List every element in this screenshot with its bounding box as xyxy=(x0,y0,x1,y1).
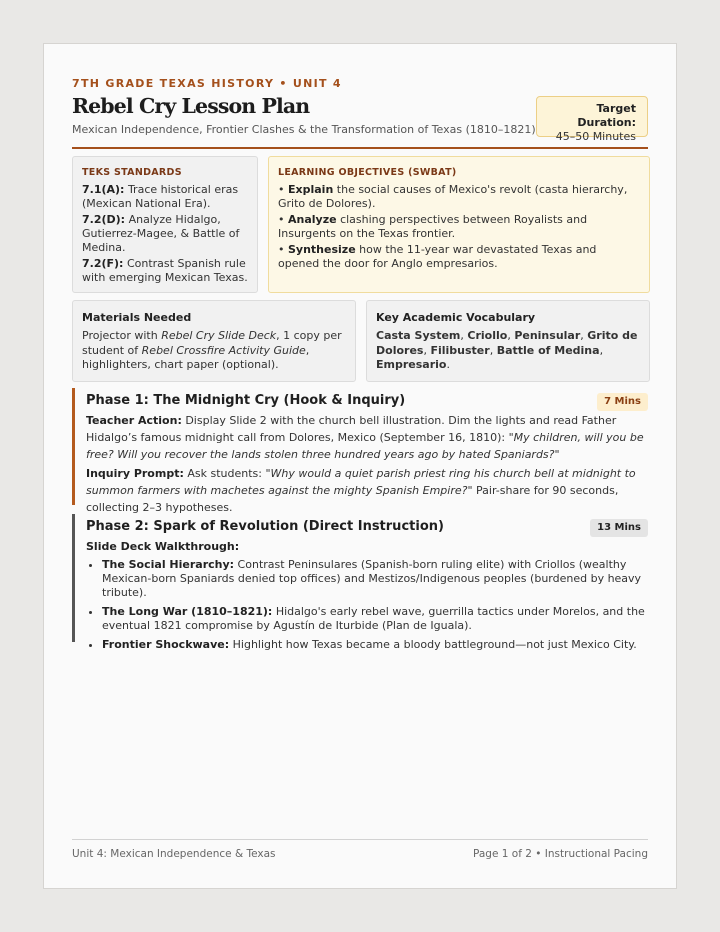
vocab-term: Filibuster xyxy=(430,343,490,357)
teacher-action xyxy=(86,412,648,463)
objective-verb: Explain xyxy=(288,183,334,196)
objectives-heading: LEARNING OBJECTIVES (SWBAT) xyxy=(278,167,457,178)
inquiry-question: Why would a quiet parish priest ring his church bell at midnight to summon farmers with machetes against the mighty Spanish Empire? xyxy=(86,467,636,497)
page-subtitle: Mexican Independence, Frontier Clashes & the Transformation of Texas (1810–1821) xyxy=(72,123,536,136)
teks-item xyxy=(82,257,248,285)
vocab-sep: , xyxy=(489,343,497,357)
vocab-sep: , xyxy=(507,329,515,342)
duration-value: 45–50 Minutes xyxy=(555,130,636,143)
quote-close: " xyxy=(554,448,560,461)
header-divider xyxy=(72,147,648,149)
slide-walkthrough-heading: Slide Deck Walkthrough: xyxy=(86,540,240,553)
list-item-text: Hidalgo's early rebel wave, guerrilla tactics under Morelos, and the eventual 1821 compromise by Agustín de Iturbide (Plan de Iguala). xyxy=(102,605,645,632)
teks-code: 7.1(A): xyxy=(82,183,125,196)
vocab-term: Peninsular xyxy=(514,329,581,342)
objective-verb: Synthesize xyxy=(288,243,356,256)
slide-deck-title: Rebel Cry Slide Deck xyxy=(161,329,277,342)
phase-1-title: Phase 1: The Midnight Cry (Hook & Inquiry) xyxy=(86,393,406,408)
list-item-label: The Long War (1810–1821): xyxy=(102,605,273,618)
vocabulary-terms xyxy=(376,329,640,373)
teks-text: Trace historical eras (Mexican National Era). xyxy=(82,183,239,210)
list-item xyxy=(102,638,648,652)
inquiry-prompt-label: Inquiry Prompt: xyxy=(86,467,184,480)
teks-heading: TEKS STANDARDS xyxy=(82,167,182,178)
walkthrough-list xyxy=(86,558,648,652)
lesson-plan-page xyxy=(43,43,677,889)
materials-part: , highlighters, chart paper (optional). xyxy=(82,343,310,371)
teacher-action-text: Display Slide 2 with the church bell illustration. Dim the lights and read Father Hidalgo’s famous midnight call from Dolores, Mexico (September 16, 1810): " xyxy=(86,414,617,444)
phase-2-title: Phase 2: Spark of Revolution (Direct Instruction) xyxy=(86,519,444,534)
objective-text: clashing perspectives between Royalists and Insurgents on the Texas frontier. xyxy=(278,213,588,240)
teks-item xyxy=(82,183,248,211)
page-title: Rebel Cry Lesson Plan xyxy=(72,94,310,118)
objective-item xyxy=(278,213,640,241)
phase-1-time-badge: 7 Mins xyxy=(597,393,648,411)
list-item-text: Contrast Peninsulares (Spanish-born ruling elite) with Criollos (wealthy Mexican-born Spaniards denied top offices) and Mestizos/Indigenous peoples (burdened by heavy tribute). xyxy=(102,558,642,599)
phase-2-time-badge: 13 Mins xyxy=(590,519,648,537)
teacher-action-label: Teacher Action: xyxy=(86,414,182,427)
objective-bullet: • xyxy=(278,243,288,256)
duration-label: Target Duration: xyxy=(577,102,636,129)
objective-bullet: • xyxy=(278,213,288,226)
vocab-term: Grito de Dolores xyxy=(376,329,638,357)
teks-code: 7.2(F): xyxy=(82,257,124,270)
materials-part: Projector with xyxy=(82,329,162,342)
activity-guide-title: Rebel Crossfire Activity Guide xyxy=(141,343,306,357)
materials-heading: Materials Needed xyxy=(82,311,192,324)
footer-page-number: Page 1 of 2 • Instructional Pacing xyxy=(473,848,648,860)
vocab-sep: , xyxy=(423,343,431,357)
objective-item xyxy=(278,243,640,271)
objective-verb: Analyze xyxy=(288,213,337,226)
footer-unit: Unit 4: Mexican Independence & Texas xyxy=(72,848,276,860)
materials-text xyxy=(82,329,346,373)
vocab-sep: , xyxy=(460,329,468,342)
list-item-label: Frontier Shockwave: xyxy=(102,638,230,651)
inquiry-prompt-pre: Ask students: " xyxy=(183,467,271,480)
course-eyebrow: 7TH GRADE TEXAS HISTORY • UNIT 4 xyxy=(72,77,342,90)
hidalgo-quote: My children, will you be free? Will you recover the lands stolen three hundred years ago by hated Spaniards? xyxy=(86,431,644,461)
inquiry-prompt-post: " Pair-share for 90 seconds, collecting 2–3 hypotheses. xyxy=(86,484,619,514)
objective-text: the social causes of Mexico's revolt (casta hierarchy, Grito de Dolores). xyxy=(278,183,628,210)
vocab-sep: , xyxy=(580,329,588,342)
list-item xyxy=(102,558,648,600)
vocab-sep: , xyxy=(599,343,604,357)
teks-text: Analyze Hidalgo, Gutierrez-Magee, & Battle of Medina. xyxy=(82,213,240,254)
target-duration-box xyxy=(536,96,648,143)
list-item-label: The Social Hierarchy: xyxy=(102,558,235,571)
objective-bullet: • xyxy=(278,183,288,196)
inquiry-prompt xyxy=(86,465,648,516)
vocab-term: Empresario xyxy=(376,358,447,371)
learning-objectives-box xyxy=(268,156,650,293)
teks-standards-box xyxy=(72,156,258,293)
materials-part: , 1 copy per student of xyxy=(82,329,342,357)
objective-item xyxy=(278,183,640,211)
list-item xyxy=(102,605,648,633)
materials-box xyxy=(72,300,356,382)
vocab-end: . xyxy=(446,358,450,371)
phase-2-section xyxy=(72,514,648,651)
teks-text: Contrast Spanish rule with emerging Mexican Texas. xyxy=(82,257,248,284)
teks-item xyxy=(82,213,248,255)
vocab-term: Casta System xyxy=(376,329,461,342)
objective-text: how the 11-year war devastated Texas and opened the door for Anglo empresarios. xyxy=(278,243,597,270)
phase-1-section xyxy=(72,388,648,514)
teks-code: 7.2(D): xyxy=(82,213,126,226)
vocabulary-heading: Key Academic Vocabulary xyxy=(376,311,536,324)
vocab-term: Criollo xyxy=(467,329,508,342)
vocab-term: Battle of Medina xyxy=(496,343,600,357)
list-item-text: Highlight how Texas became a bloody battleground—not just Mexico City. xyxy=(229,638,637,651)
vocabulary-box xyxy=(366,300,650,382)
footer-divider xyxy=(72,839,648,840)
